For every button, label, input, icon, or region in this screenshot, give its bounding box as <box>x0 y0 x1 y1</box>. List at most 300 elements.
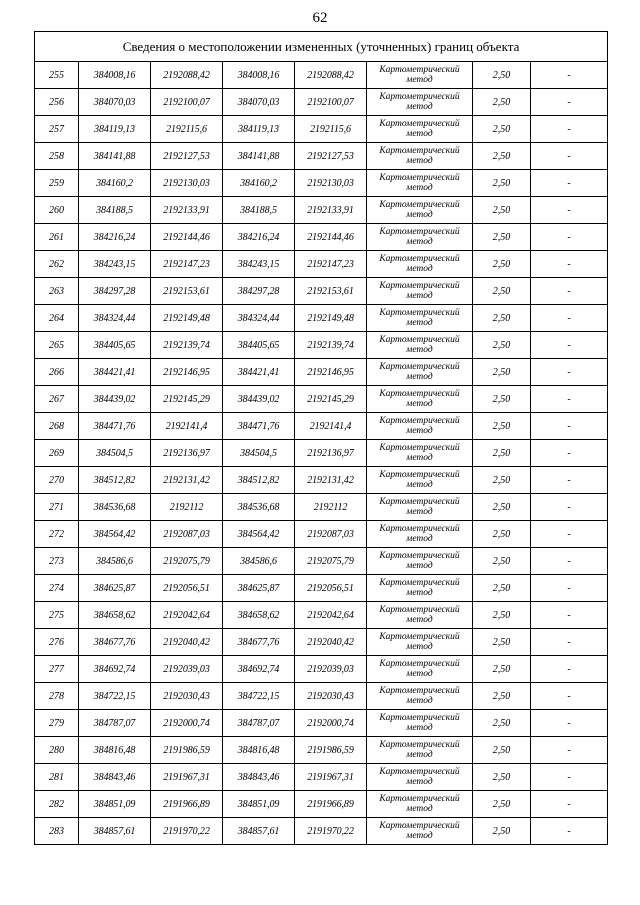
point-number-cell: 278 <box>35 683 79 710</box>
description-cell: - <box>531 386 608 413</box>
method-line-2: метод <box>406 831 433 841</box>
method-line-1: Картометрический <box>379 686 460 696</box>
refined-x-cell: 384658,62 <box>223 602 295 629</box>
existing-x-cell: 384297,28 <box>79 278 151 305</box>
refined-x-cell: 384141,88 <box>223 143 295 170</box>
existing-y-cell: 2192145,29 <box>151 386 223 413</box>
description-cell: - <box>531 737 608 764</box>
description-cell: - <box>531 359 608 386</box>
method-line-1: Картометрический <box>379 227 460 237</box>
accuracy-cell: 2,50 <box>473 764 531 791</box>
method-line-1: Картометрический <box>379 389 460 399</box>
method-cell <box>367 305 473 332</box>
point-number-cell: 263 <box>35 278 79 305</box>
method-line-1: Картометрический <box>379 335 460 345</box>
point-number-cell: 281 <box>35 764 79 791</box>
method-cell <box>367 251 473 278</box>
description-cell: - <box>531 791 608 818</box>
existing-x-cell: 384119,13 <box>79 116 151 143</box>
point-number-cell: 274 <box>35 575 79 602</box>
description-cell: - <box>531 224 608 251</box>
point-number-cell: 279 <box>35 710 79 737</box>
method-cell <box>367 278 473 305</box>
existing-y-cell: 2192133,91 <box>151 197 223 224</box>
method-line-2: метод <box>406 129 433 139</box>
method-line-1: Картометрический <box>379 146 460 156</box>
existing-y-cell: 2192087,03 <box>151 521 223 548</box>
method-line-1: Картометрический <box>379 578 460 588</box>
refined-x-cell: 384504,5 <box>223 440 295 467</box>
point-number-cell: 260 <box>35 197 79 224</box>
existing-y-cell: 2192144,46 <box>151 224 223 251</box>
point-number-cell: 282 <box>35 791 79 818</box>
refined-x-cell: 384421,41 <box>223 359 295 386</box>
existing-x-cell: 384586,6 <box>79 548 151 575</box>
method-line-1: Картометрический <box>379 497 460 507</box>
method-line-2: метод <box>406 318 433 328</box>
accuracy-cell: 2,50 <box>473 656 531 683</box>
accuracy-cell: 2,50 <box>473 386 531 413</box>
existing-y-cell: 2192100,07 <box>151 89 223 116</box>
point-number-cell: 261 <box>35 224 79 251</box>
accuracy-cell: 2,50 <box>473 710 531 737</box>
method-cell <box>367 818 473 845</box>
boundary-coordinates-table <box>34 31 608 845</box>
table-row <box>35 89 608 116</box>
method-line-1: Картометрический <box>379 200 460 210</box>
existing-y-cell: 2191967,31 <box>151 764 223 791</box>
description-cell: - <box>531 575 608 602</box>
method-line-1: Картометрический <box>379 281 460 291</box>
accuracy-cell: 2,50 <box>473 251 531 278</box>
method-line-2: метод <box>406 507 433 517</box>
existing-x-cell: 384851,09 <box>79 791 151 818</box>
refined-x-cell: 384160,2 <box>223 170 295 197</box>
refined-y-cell: 2192146,95 <box>295 359 367 386</box>
existing-y-cell: 2192146,95 <box>151 359 223 386</box>
existing-y-cell: 2192149,48 <box>151 305 223 332</box>
refined-x-cell: 384405,65 <box>223 332 295 359</box>
table-row <box>35 494 608 521</box>
existing-x-cell: 384243,15 <box>79 251 151 278</box>
point-number-cell: 273 <box>35 548 79 575</box>
method-line-2: метод <box>406 264 433 274</box>
refined-x-cell: 384297,28 <box>223 278 295 305</box>
method-line-2: метод <box>406 480 433 490</box>
existing-x-cell: 384816,48 <box>79 737 151 764</box>
accuracy-cell: 2,50 <box>473 413 531 440</box>
method-line-2: метод <box>406 723 433 733</box>
point-number-cell: 270 <box>35 467 79 494</box>
table-row <box>35 332 608 359</box>
refined-y-cell: 2191986,59 <box>295 737 367 764</box>
refined-x-cell: 384722,15 <box>223 683 295 710</box>
method-cell <box>367 143 473 170</box>
table-row <box>35 197 608 224</box>
table-row <box>35 170 608 197</box>
table-row <box>35 62 608 89</box>
accuracy-cell: 2,50 <box>473 305 531 332</box>
table-row <box>35 440 608 467</box>
method-line-2: метод <box>406 777 433 787</box>
description-cell: - <box>531 629 608 656</box>
existing-y-cell: 2192112 <box>151 494 223 521</box>
description-cell: - <box>531 440 608 467</box>
table-title: Сведения о местоположении измененных (уточненных) границ объекта <box>35 32 608 62</box>
refined-y-cell: 2192147,23 <box>295 251 367 278</box>
method-cell <box>367 224 473 251</box>
table-row <box>35 602 608 629</box>
method-line-1: Картометрический <box>379 767 460 777</box>
refined-y-cell: 2192149,48 <box>295 305 367 332</box>
method-cell <box>367 737 473 764</box>
description-cell: - <box>531 764 608 791</box>
point-number-cell: 257 <box>35 116 79 143</box>
accuracy-cell: 2,50 <box>473 89 531 116</box>
existing-y-cell: 2191986,59 <box>151 737 223 764</box>
table-row <box>35 818 608 845</box>
existing-y-cell: 2192130,03 <box>151 170 223 197</box>
method-line-2: метод <box>406 237 433 247</box>
table-row <box>35 656 608 683</box>
accuracy-cell: 2,50 <box>473 143 531 170</box>
refined-y-cell: 2192039,03 <box>295 656 367 683</box>
method-line-1: Картометрический <box>379 794 460 804</box>
method-line-1: Картометрический <box>379 470 460 480</box>
method-line-2: метод <box>406 588 433 598</box>
refined-x-cell: 384851,09 <box>223 791 295 818</box>
existing-x-cell: 384439,02 <box>79 386 151 413</box>
method-line-1: Картометрический <box>379 254 460 264</box>
existing-y-cell: 2192056,51 <box>151 575 223 602</box>
table-row <box>35 710 608 737</box>
table-row <box>35 143 608 170</box>
refined-x-cell: 384843,46 <box>223 764 295 791</box>
refined-y-cell: 2192133,91 <box>295 197 367 224</box>
method-line-1: Картометрический <box>379 740 460 750</box>
refined-x-cell: 384243,15 <box>223 251 295 278</box>
point-number-cell: 275 <box>35 602 79 629</box>
refined-x-cell: 384787,07 <box>223 710 295 737</box>
accuracy-cell: 2,50 <box>473 818 531 845</box>
accuracy-cell: 2,50 <box>473 602 531 629</box>
refined-x-cell: 384816,48 <box>223 737 295 764</box>
existing-y-cell: 2192000,74 <box>151 710 223 737</box>
method-line-1: Картометрический <box>379 416 460 426</box>
existing-y-cell: 2192147,23 <box>151 251 223 278</box>
method-line-1: Картометрический <box>379 65 460 75</box>
method-line-2: метод <box>406 615 433 625</box>
existing-x-cell: 384692,74 <box>79 656 151 683</box>
point-number-cell: 272 <box>35 521 79 548</box>
accuracy-cell: 2,50 <box>473 197 531 224</box>
method-cell <box>367 764 473 791</box>
point-number-cell: 264 <box>35 305 79 332</box>
description-cell: - <box>531 170 608 197</box>
existing-x-cell: 384160,2 <box>79 170 151 197</box>
method-line-2: метод <box>406 372 433 382</box>
table-row <box>35 548 608 575</box>
point-number-cell: 259 <box>35 170 79 197</box>
point-number-cell: 268 <box>35 413 79 440</box>
point-number-cell: 269 <box>35 440 79 467</box>
method-cell <box>367 89 473 116</box>
existing-y-cell: 2192042,64 <box>151 602 223 629</box>
description-cell: - <box>531 710 608 737</box>
accuracy-cell: 2,50 <box>473 494 531 521</box>
existing-y-cell: 2192131,42 <box>151 467 223 494</box>
table-row <box>35 521 608 548</box>
accuracy-cell: 2,50 <box>473 170 531 197</box>
method-line-2: метод <box>406 156 433 166</box>
description-cell: - <box>531 116 608 143</box>
refined-x-cell: 384216,24 <box>223 224 295 251</box>
method-line-2: метод <box>406 696 433 706</box>
point-number-cell: 266 <box>35 359 79 386</box>
method-line-1: Картометрический <box>379 713 460 723</box>
refined-x-cell: 384471,76 <box>223 413 295 440</box>
existing-y-cell: 2192040,42 <box>151 629 223 656</box>
method-line-2: метод <box>406 102 433 112</box>
table-row <box>35 737 608 764</box>
method-line-1: Картометрический <box>379 119 460 129</box>
table-row <box>35 116 608 143</box>
refined-y-cell: 2192130,03 <box>295 170 367 197</box>
refined-x-cell: 384692,74 <box>223 656 295 683</box>
table-row <box>35 359 608 386</box>
method-cell <box>367 413 473 440</box>
refined-x-cell: 384512,82 <box>223 467 295 494</box>
point-number-cell: 280 <box>35 737 79 764</box>
method-line-2: метод <box>406 534 433 544</box>
method-line-2: метод <box>406 345 433 355</box>
refined-y-cell: 2192112 <box>295 494 367 521</box>
refined-y-cell: 2191966,89 <box>295 791 367 818</box>
existing-x-cell: 384512,82 <box>79 467 151 494</box>
accuracy-cell: 2,50 <box>473 62 531 89</box>
table-row <box>35 467 608 494</box>
method-line-1: Картометрический <box>379 659 460 669</box>
refined-y-cell: 2192127,53 <box>295 143 367 170</box>
existing-x-cell: 384324,44 <box>79 305 151 332</box>
accuracy-cell: 2,50 <box>473 332 531 359</box>
accuracy-cell: 2,50 <box>473 440 531 467</box>
description-cell: - <box>531 62 608 89</box>
table-row <box>35 413 608 440</box>
description-cell: - <box>531 548 608 575</box>
existing-x-cell: 384677,76 <box>79 629 151 656</box>
refined-y-cell: 2192145,29 <box>295 386 367 413</box>
method-cell <box>367 62 473 89</box>
description-cell: - <box>531 143 608 170</box>
method-line-2: метод <box>406 453 433 463</box>
existing-x-cell: 384787,07 <box>79 710 151 737</box>
table-row <box>35 683 608 710</box>
table-row <box>35 764 608 791</box>
method-line-1: Картометрический <box>379 308 460 318</box>
refined-y-cell: 2192139,74 <box>295 332 367 359</box>
refined-y-cell: 2192056,51 <box>295 575 367 602</box>
method-line-1: Картометрический <box>379 632 460 642</box>
description-cell: - <box>531 305 608 332</box>
accuracy-cell: 2,50 <box>473 224 531 251</box>
refined-x-cell: 384677,76 <box>223 629 295 656</box>
existing-x-cell: 384216,24 <box>79 224 151 251</box>
existing-x-cell: 384471,76 <box>79 413 151 440</box>
existing-y-cell: 2192075,79 <box>151 548 223 575</box>
description-cell: - <box>531 656 608 683</box>
existing-y-cell: 2192030,43 <box>151 683 223 710</box>
existing-y-cell: 2192136,97 <box>151 440 223 467</box>
existing-y-cell: 2192127,53 <box>151 143 223 170</box>
point-number-cell: 255 <box>35 62 79 89</box>
description-cell: - <box>531 197 608 224</box>
refined-y-cell: 2192153,61 <box>295 278 367 305</box>
table-row <box>35 386 608 413</box>
point-number-cell: 256 <box>35 89 79 116</box>
refined-y-cell: 2192131,42 <box>295 467 367 494</box>
refined-x-cell: 384536,68 <box>223 494 295 521</box>
method-line-1: Картометрический <box>379 821 460 831</box>
accuracy-cell: 2,50 <box>473 521 531 548</box>
accuracy-cell: 2,50 <box>473 629 531 656</box>
description-cell: - <box>531 818 608 845</box>
method-line-2: метод <box>406 399 433 409</box>
method-cell <box>367 791 473 818</box>
existing-x-cell: 384564,42 <box>79 521 151 548</box>
existing-x-cell: 384008,16 <box>79 62 151 89</box>
existing-x-cell: 384625,87 <box>79 575 151 602</box>
point-number-cell: 276 <box>35 629 79 656</box>
existing-x-cell: 384722,15 <box>79 683 151 710</box>
method-line-1: Картометрический <box>379 524 460 534</box>
table-row <box>35 575 608 602</box>
refined-x-cell: 384070,03 <box>223 89 295 116</box>
refined-y-cell: 2192075,79 <box>295 548 367 575</box>
method-line-2: метод <box>406 426 433 436</box>
method-cell <box>367 386 473 413</box>
description-cell: - <box>531 278 608 305</box>
refined-x-cell: 384008,16 <box>223 62 295 89</box>
refined-y-cell: 2192040,42 <box>295 629 367 656</box>
refined-y-cell: 2191967,31 <box>295 764 367 791</box>
method-line-2: метод <box>406 561 433 571</box>
description-cell: - <box>531 467 608 494</box>
method-line-1: Картометрический <box>379 551 460 561</box>
method-cell <box>367 629 473 656</box>
description-cell: - <box>531 413 608 440</box>
accuracy-cell: 2,50 <box>473 467 531 494</box>
method-cell <box>367 359 473 386</box>
point-number-cell: 267 <box>35 386 79 413</box>
table-row <box>35 251 608 278</box>
method-line-2: метод <box>406 291 433 301</box>
existing-y-cell: 2192115,6 <box>151 116 223 143</box>
table-row <box>35 629 608 656</box>
table-row <box>35 224 608 251</box>
existing-y-cell: 2191970,22 <box>151 818 223 845</box>
table-title-row <box>35 32 608 62</box>
existing-y-cell: 2192088,42 <box>151 62 223 89</box>
method-line-2: метод <box>406 642 433 652</box>
method-cell <box>367 575 473 602</box>
description-cell: - <box>531 521 608 548</box>
refined-x-cell: 384188,5 <box>223 197 295 224</box>
existing-y-cell: 2192141,4 <box>151 413 223 440</box>
refined-y-cell: 2192030,43 <box>295 683 367 710</box>
refined-x-cell: 384857,61 <box>223 818 295 845</box>
existing-y-cell: 2192153,61 <box>151 278 223 305</box>
accuracy-cell: 2,50 <box>473 791 531 818</box>
method-line-2: метод <box>406 804 433 814</box>
method-cell <box>367 602 473 629</box>
method-line-2: метод <box>406 210 433 220</box>
existing-x-cell: 384070,03 <box>79 89 151 116</box>
method-line-2: метод <box>406 75 433 85</box>
existing-x-cell: 384857,61 <box>79 818 151 845</box>
existing-x-cell: 384421,41 <box>79 359 151 386</box>
description-cell: - <box>531 683 608 710</box>
method-cell <box>367 197 473 224</box>
method-line-2: метод <box>406 183 433 193</box>
accuracy-cell: 2,50 <box>473 359 531 386</box>
refined-x-cell: 384119,13 <box>223 116 295 143</box>
method-cell <box>367 440 473 467</box>
refined-y-cell: 2192115,6 <box>295 116 367 143</box>
page-number: 62 <box>312 10 328 26</box>
method-line-1: Картометрический <box>379 443 460 453</box>
refined-x-cell: 384324,44 <box>223 305 295 332</box>
existing-x-cell: 384141,88 <box>79 143 151 170</box>
point-number-cell: 277 <box>35 656 79 683</box>
table-row <box>35 278 608 305</box>
accuracy-cell: 2,50 <box>473 278 531 305</box>
method-line-1: Картометрический <box>379 362 460 372</box>
refined-y-cell: 2192087,03 <box>295 521 367 548</box>
existing-y-cell: 2192039,03 <box>151 656 223 683</box>
existing-x-cell: 384405,65 <box>79 332 151 359</box>
accuracy-cell: 2,50 <box>473 116 531 143</box>
method-cell <box>367 548 473 575</box>
table-row <box>35 791 608 818</box>
existing-x-cell: 384188,5 <box>79 197 151 224</box>
point-number-cell: 262 <box>35 251 79 278</box>
refined-y-cell: 2192000,74 <box>295 710 367 737</box>
accuracy-cell: 2,50 <box>473 575 531 602</box>
description-cell: - <box>531 332 608 359</box>
point-number-cell: 271 <box>35 494 79 521</box>
refined-y-cell: 2192144,46 <box>295 224 367 251</box>
refined-y-cell: 2192088,42 <box>295 62 367 89</box>
existing-y-cell: 2192139,74 <box>151 332 223 359</box>
method-line-1: Картометрический <box>379 173 460 183</box>
point-number-cell: 283 <box>35 818 79 845</box>
description-cell: - <box>531 494 608 521</box>
method-line-1: Картометрический <box>379 92 460 102</box>
method-cell <box>367 494 473 521</box>
refined-y-cell: 2191970,22 <box>295 818 367 845</box>
refined-x-cell: 384564,42 <box>223 521 295 548</box>
method-line-2: метод <box>406 669 433 679</box>
existing-x-cell: 384504,5 <box>79 440 151 467</box>
refined-x-cell: 384439,02 <box>223 386 295 413</box>
accuracy-cell: 2,50 <box>473 683 531 710</box>
existing-x-cell: 384843,46 <box>79 764 151 791</box>
method-cell <box>367 521 473 548</box>
point-number-cell: 258 <box>35 143 79 170</box>
refined-x-cell: 384625,87 <box>223 575 295 602</box>
refined-y-cell: 2192141,4 <box>295 413 367 440</box>
